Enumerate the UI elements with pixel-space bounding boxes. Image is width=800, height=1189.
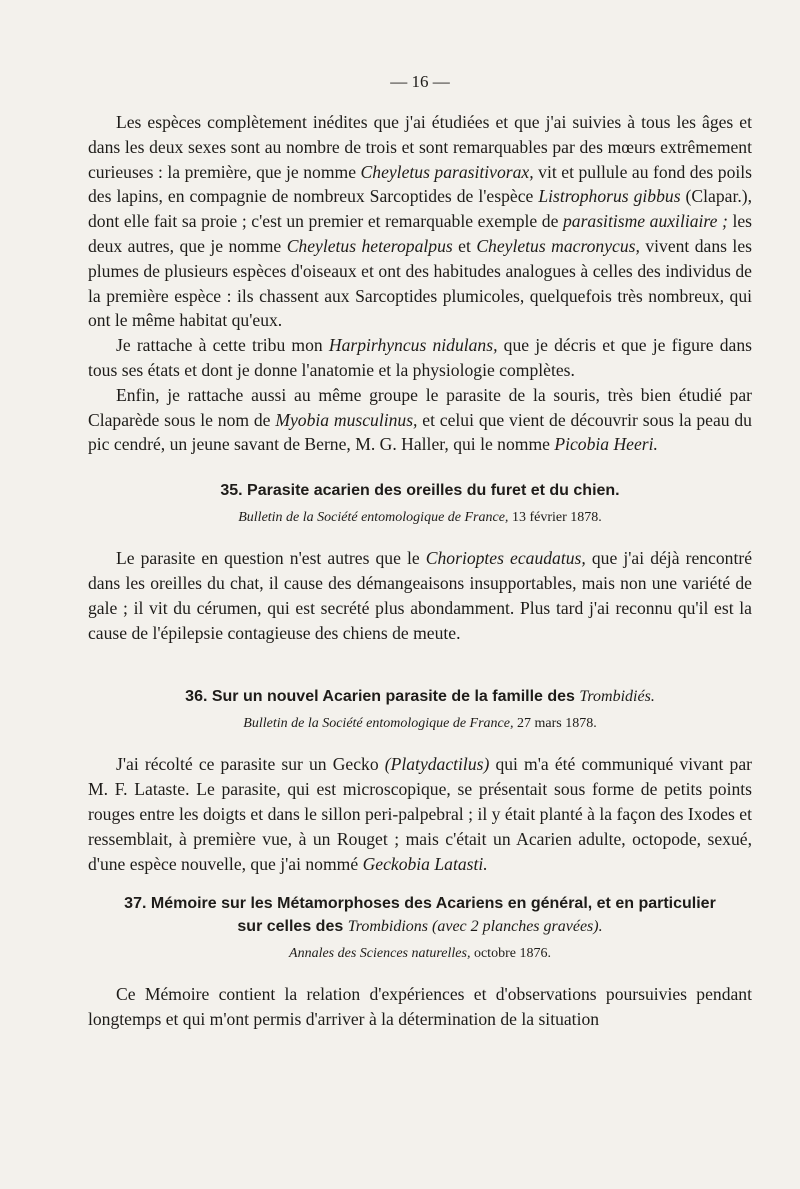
journal-name: Bulletin de la Société entomologique de France,	[238, 510, 509, 526]
text-run: Le parasite en question n'est autres que le	[116, 548, 426, 569]
text-run: Les espèces complètement inédites que j'ai étudiées et que j'ai suivies à tous les âges et dans les deux sexes sont au nombre de trois et sont remarquables par des mœurs extrêmement curieuses : la première, que je nomme	[88, 112, 752, 182]
text-run: vit et pullule au fond des poils des lapins, en compagnie de nombreux Sarcoptides de l'espèce	[88, 161, 753, 207]
section-36	[88, 685, 752, 876]
section-source	[88, 508, 752, 528]
heading-line: 37. Mémoire sur les Métamorphoses des Acariens en général, et en particulier	[124, 895, 716, 913]
text-run: (Clapar.), dont elle fait sa proie ; c'est un premier et remarquable exemple de	[88, 186, 752, 232]
section-source	[88, 944, 752, 964]
publication-date: 13 février 1878.	[508, 510, 602, 526]
genus-name: (Platydactilus)	[384, 754, 490, 775]
emphasis-term: parasitisme auxiliaire ;	[562, 211, 728, 232]
text-run: vivent dans les plumes de plusieurs espèces d'oiseaux et ont des habitudes analogues à celles des individus de la première espèce : ils chassent aux Sarcoptides plumicoles, quelquefois très nombreux, qui ont le même habitat qu'eux.	[88, 235, 752, 331]
section-paragraph	[88, 752, 752, 876]
text-run: Je rattache à cette tribu mon	[116, 335, 329, 356]
section-heading: 35. Parasite acarien des oreilles du furet et du chien.	[220, 482, 620, 500]
section-paragraph: Ce Mémoire contient la relation d'expériences et d'observations poursuivies pendant longtemps et qui m'ont permis d'arriver à la détermination de la situation	[88, 984, 752, 1030]
text-run: les deux autres, que je nomme	[88, 211, 752, 256]
species-name: Cheyletus macronycus,	[476, 235, 640, 256]
section-paragraph	[88, 546, 752, 645]
heading-italic: Trombidions (avec 2 planches gravées).	[347, 918, 603, 936]
species-name: Cheyletus heteropalpus	[286, 235, 453, 256]
page-number: — 16 —	[390, 72, 450, 91]
text-run: que j'ai déjà rencontré dans les oreilles du chat, il cause des démangeaisons insupportables, mais non une variété de gale ; il vit du cérumen, qui est secrété plus abondamment. Plus tard j'ai reconnu qu'il est la cause de l'épilepsie contagieuse des chiens de meute.	[88, 548, 753, 643]
text-run: et	[452, 235, 477, 256]
intro-paragraph-1	[88, 110, 752, 333]
section-source	[88, 714, 752, 734]
text-run: et celui que vient de découvrir sous la peau du pic cendré, un jeune savant de Berne, M. G. Haller, qui le nomme	[88, 409, 752, 455]
heading-italic: Trombidiés.	[579, 688, 655, 706]
text-run: Enfin, je rattache aussi au même groupe le parasite de la souris, très bien étudié par Claparède sous le nom de	[88, 384, 752, 430]
section-heading	[88, 892, 752, 938]
text-run: J'ai récolté ce parasite sur un Gecko	[116, 754, 385, 775]
intro-paragraph-2	[88, 333, 752, 383]
section-35	[88, 479, 752, 645]
publication-date: 27 mars 1878.	[513, 716, 597, 732]
text-run: que je décris et que je figure dans tous ses états et dont je donne l'anatomie et la physiologie complètes.	[88, 335, 753, 380]
section-37	[88, 892, 752, 1032]
journal-name: Bulletin de la Société entomologique de France,	[243, 716, 514, 732]
species-name: Picobia Heeri.	[554, 434, 658, 455]
publication-date: octobre 1876.	[470, 946, 551, 962]
heading-text: 36. Sur un nouvel Acarien parasite de la famille des	[185, 688, 580, 706]
section-heading	[88, 685, 752, 708]
journal-name: Annales des Sciences naturelles,	[289, 946, 471, 962]
species-name: Geckobia Latasti.	[362, 853, 488, 874]
species-name: Chorioptes ecaudatus,	[425, 548, 586, 569]
intro-text	[88, 110, 752, 457]
species-name: Myobia musculinus,	[275, 409, 418, 430]
heading-line	[88, 915, 752, 938]
species-name: Listrophorus gibbus	[538, 186, 681, 207]
text-run: qui m'a été communiqué vivant par M. F. Lataste. Le parasite, qui est microscopique, se présentait sous forme de petits points rouges entre les doigts et dans le sillon peri-palpebral ; il y était planté à la façon des Ixodes et ressemblait, à première vue, à un Rouget ; mais c'était un Acarien adulte, octopode, sexué, d'une espèce nouvelle, que j'ai nommé	[88, 754, 753, 874]
heading-text: sur celles des	[237, 918, 348, 936]
species-name: Cheyletus parasitivorax,	[360, 161, 534, 182]
intro-paragraph-3	[88, 383, 752, 457]
species-name: Harpirhyncus nidulans,	[328, 335, 498, 356]
